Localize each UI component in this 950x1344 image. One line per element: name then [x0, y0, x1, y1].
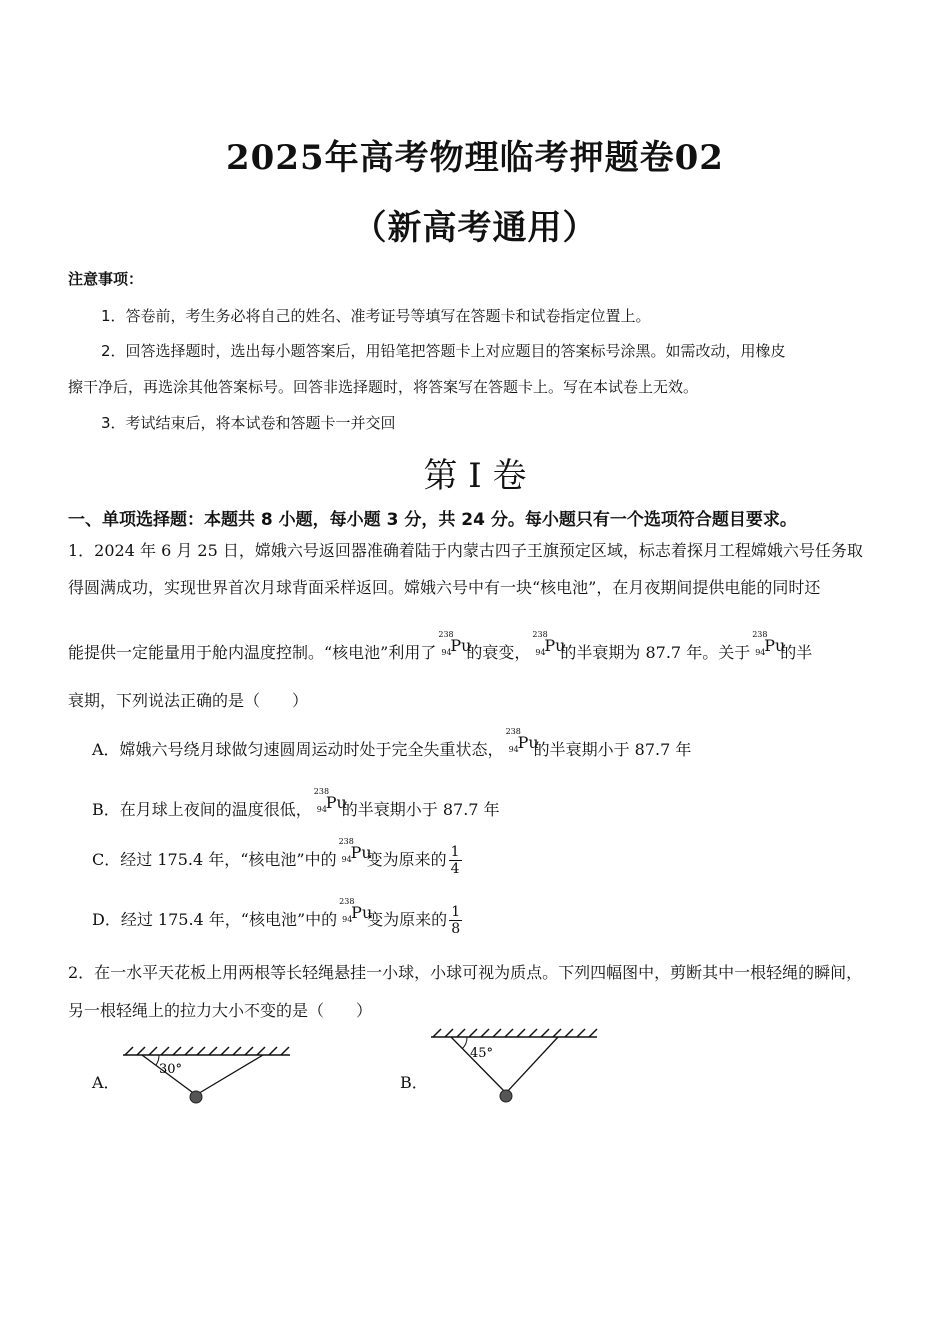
fraction-one-quarter: $\frac{1}{4}$ — [450, 844, 460, 877]
pu-238-isotope: 238 94 Pu — [532, 630, 566, 657]
angle-label-b: 45° — [470, 1046, 494, 1061]
pu-238-isotope: 238 94 Pu — [505, 727, 539, 754]
q1-line-3-text-d: 的半 — [780, 643, 813, 662]
fraction-one-eighth: $\frac{1}{8}$ — [451, 904, 461, 937]
q1-option-d: D．经过 175.4 年，“核电池”中的 238 94 Pu 变为原来的 $\frac{1}{8}$ — [92, 897, 461, 937]
q2-line-2: 另一根轻绳上的拉力大小不变的是（ ） — [68, 1001, 373, 1020]
q1-option-a: A．嫦娥六号绕月球做匀速圆周运动时处于完全失重状态， 238 94 Pu 的半衰期小于 87.7 年 — [92, 727, 692, 759]
ball-b — [500, 1090, 512, 1102]
pu-238-isotope: 238 94 Pu — [752, 630, 786, 657]
angle-arc-b — [462, 1037, 467, 1049]
pu-238-isotope: 238 94 Pu — [438, 630, 472, 657]
pu-238-isotope: 238 94 Pu — [339, 897, 373, 924]
q2-line-1: 2．在一水平天花板上用两根等长轻绳悬挂一小球，小球可视为质点。下列四幅图中，剪断其中一根轻绳的瞬间， — [68, 963, 863, 982]
notice-item-2-line-2: 擦干净后，再选涂其他答案标号。回答非选择题时，将答案写在答题卡上。写在本试卷上无效。 — [68, 378, 699, 396]
q1-line-1: 1．2024 年 6 月 25 日，嫦娥六号返回器准确着陆于内蒙古四子王旗预定区域，标志着探月工程嫦娥六号任务取 — [68, 541, 863, 560]
ball-a — [190, 1091, 202, 1103]
q2-figure-a-label: A． — [92, 1073, 120, 1092]
q1-line-2: 得圆满成功，实现世界首次月球背面采样返回。嫦娥六号中有一块“核电池”，在月夜期间提供电能的同时还 — [68, 578, 821, 597]
angle-label-a: 30° — [159, 1062, 183, 1077]
ceiling-a — [123, 1047, 290, 1055]
q1-line-3-text-a: 能提供一定能量用于舱内温度控制。“核电池”利用了 — [68, 643, 437, 662]
rope-right-b — [506, 1037, 558, 1093]
notice-heading: 注意事项： — [68, 270, 144, 288]
section-heading: 一、单项选择题：本题共 8 小题，每小题 3 分，共 24 分。每小题只有一个选项符合题目要求。 — [68, 510, 797, 530]
exam-title: 2025年高考物理临考押题卷02 — [226, 138, 724, 178]
q1-line-3-text-c: 的半衰期为 87.7 年。关于 — [560, 643, 751, 662]
part-title: 第 I 卷 — [423, 456, 527, 496]
notice-item-2-line-1: 2．回答选择题时，选出每小题答案后，用铅笔把答题卡上对应题目的答案标号涂黑。如需改动，用橡皮 — [101, 342, 786, 360]
pu-238-isotope: 238 94 Pu — [313, 787, 347, 814]
notice-item-3: 3．考试结束后，将本试卷和答题卡一并交回 — [101, 414, 396, 432]
q1-line-4: 衰期，下列说法正确的是（ ） — [68, 691, 309, 710]
q1-option-b: B．在月球上夜间的温度很低， 238 94 Pu 的半衰期小于 87.7 年 — [92, 787, 500, 819]
notice-item-1: 1．答卷前，考生务必将自己的姓名、准考证号等填写在答题卡和试卷指定位置上。 — [101, 307, 651, 325]
q2-figure-a — [115, 1045, 300, 1115]
ceiling-b — [431, 1029, 597, 1037]
q2-figure-b-label: B． — [400, 1073, 428, 1092]
q1-line-3 — [68, 630, 813, 663]
exam-subtitle: （新高考通用） — [352, 208, 598, 248]
q1-line-3-text-b: 的衰变， — [466, 643, 531, 662]
pu-238-isotope: 238 94 Pu — [338, 837, 372, 864]
rope-right-a — [196, 1055, 263, 1095]
q1-option-c: C．经过 175.4 年，“核电池”中的 238 94 Pu 变为原来的 $\frac{1}{4}$ — [92, 837, 460, 877]
q2-figure-b — [425, 1025, 605, 1110]
